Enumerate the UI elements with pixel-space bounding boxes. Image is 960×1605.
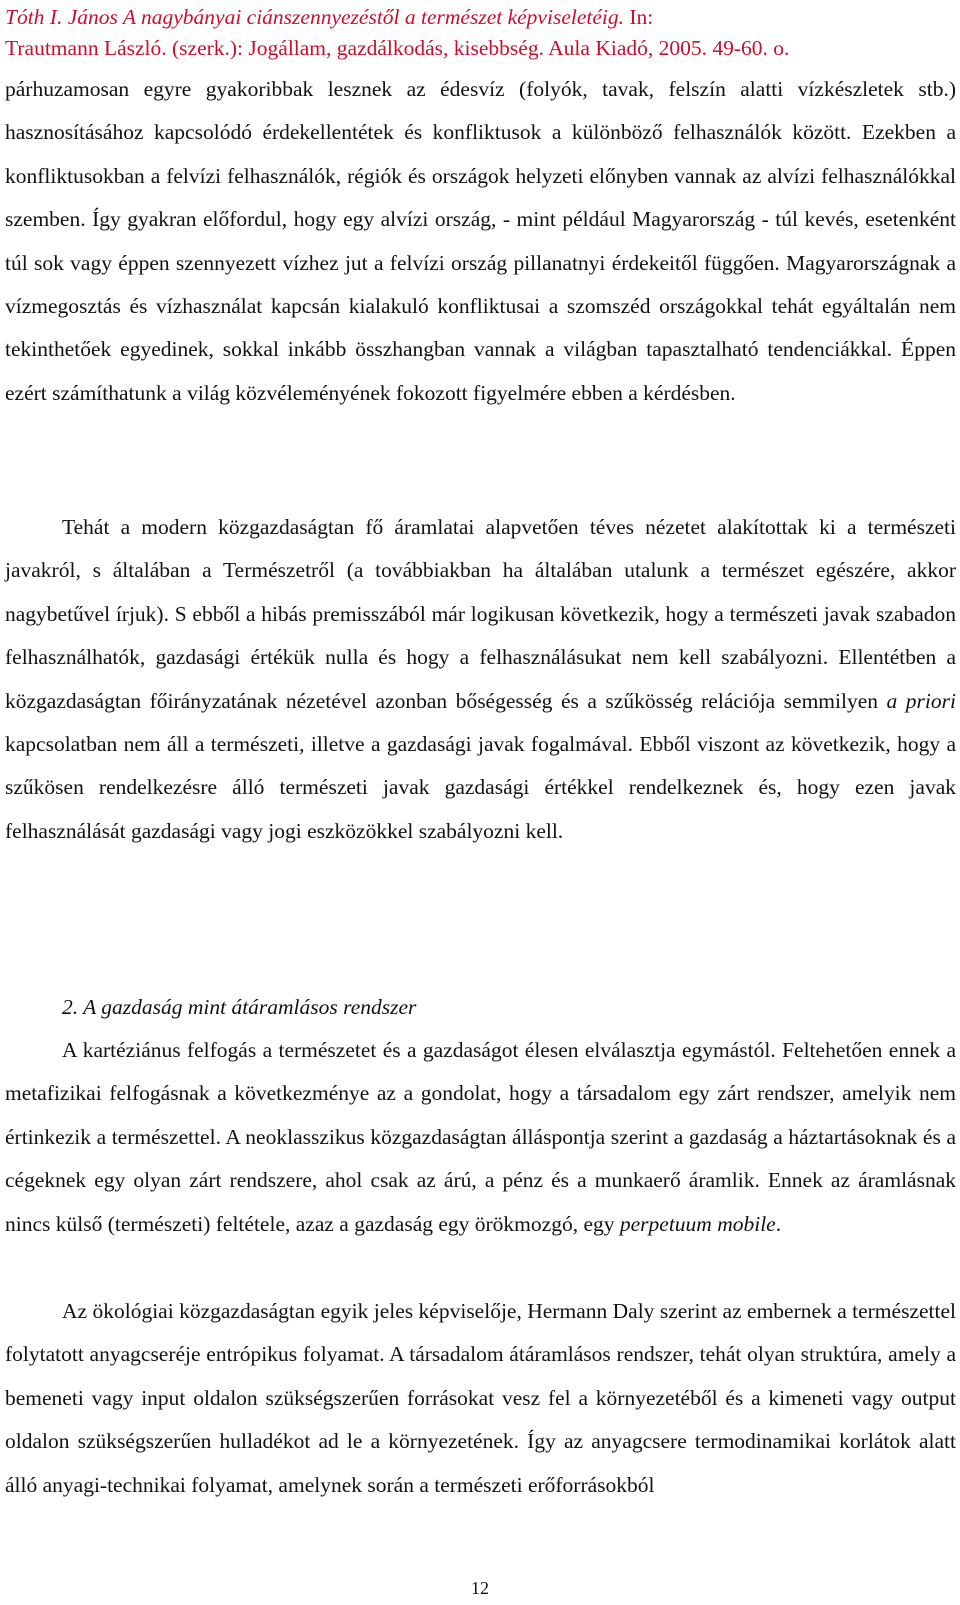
paragraph-3: [5, 1029, 956, 1246]
citation-author-title: Tóth I. János A nagybányai ciánszennyezéstől a természet képviseletéig.: [5, 5, 624, 29]
section-heading: 2. A gazdaság mint átáramlásos rendszer: [62, 995, 417, 1019]
citation-header: [5, 2, 955, 64]
page-number: 12: [471, 1578, 489, 1598]
citation-line-2: Trautmann László. (szerk.): Jogállam, gazdálkodás, kisebbség. Aula Kiadó, 2005. 49-60. o.: [5, 36, 790, 60]
italic-phrase: perpetuum mobile: [619, 1211, 776, 1236]
citation-in: In:: [624, 5, 654, 29]
paragraph-segment: Tehát a modern közgazdaságtan fő áramlatai alapvetően téves nézetet alakítottak ki a természeti javakról, s általában a Természetről (a továbbiakban ha általában utalunk a természet egészére, akkor nagybetűvel írjuk). S ebből a hibás premisszából már logikusan következik, hogy a természeti javak szabadon felhasználhatók, gazdasági értékük nulla és hogy a felhasználásukat nem kell szabályozni. Ellentétben a közgazdaságtan főirányzatának nézetével azonban bőségesség és a szűkösség relációja semmilyen: [5, 515, 956, 713]
paragraph-text: [5, 1029, 956, 1246]
paragraph-text: [5, 506, 956, 853]
paragraph-4: [5, 1290, 956, 1507]
paragraph-segment: .: [775, 1211, 782, 1236]
paragraph-text: Az ökológiai közgazdaságtan egyik jeles képviselője, Hermann Daly szerint az embernek a természettel folytatott anyagcseréje entrópikus folyamat. A társadalom átáramlásos rendszer, tehát olyan struktúra, amely a bemeneti vagy input oldalon szükségszerűen forrásokat vesz fel a környezetéből és a kimeneti vagy output oldalon szükségszerűen hulladékot ad le a környezetének. Így az anyagcsere termodinamikai korlátok alatt álló anyagi-technikai folyamat, amelynek során a természeti erőforrásokból: [5, 1299, 956, 1497]
paragraph-text: párhuzamosan egyre gyakoribbak lesznek az édesvíz (folyók, tavak, felszín alatti vízkészletek stb.) hasznosításához kapcsolódó érdekellentétek és konfliktusok a különböző felhasználók között. Ezekben a konfliktusokban a felvízi felhasználók, régiók és országok helyzeti előnyben vannak az alvízi felhasználókkal szemben. Így gyakran előfordul, hogy egy alvízi ország, - mint például Magyarország - túl kevés, esetenként túl sok vagy éppen szennyezett vízhez jut a felvízi ország pillanatnyi érdekeitől függően. Magyarországnak a vízmegosztás és vízhasználat kapcsán kialakuló konfliktusai a szomszéd országokkal tehát egyáltalán nem tekinthetőek egyedinek, sokkal inkább összhangban vannak a világban tapasztalható tendenciákkal. Éppen ezért számíthatunk a világ közvéleményének fokozott figyelmére ebben a kérdésben.: [5, 77, 956, 405]
italic-phrase: a priori: [886, 688, 956, 713]
paragraph-segment: kapcsolatban nem áll a természeti, illetve a gazdasági javak fogalmával. Ebből viszont az következik, hogy a szűkösen rendelkezésre álló természeti javak gazdasági értékkel rendelkeznek és, hogy ezen javak felhasználását gazdasági vagy jogi eszközökkel szabályozni kell.: [5, 732, 956, 843]
paragraph-2: [5, 506, 956, 853]
paragraph-segment: A kartéziánus felfogás a természetet és a gazdaságot élesen elválasztja egymástól. Feltehetően ennek a metafizikai felfogásnak a következménye az a gondolat, hogy a társadalom egy zárt rendszer, amelyik nem értinkezik a természettel. A neoklasszikus közgazdaságtan álláspontja szerint a gazdaság a háztartásoknak és a cégeknek egy olyan zárt rendszere, ahol csak az árú, a pénz és a munkaerő áramlik. Ennek az áramlásnak nincs külső (természeti) feltétele, azaz a gazdaság egy örökmozgó, egy: [5, 1038, 956, 1236]
paragraph-1: [5, 68, 956, 415]
citation-line-1: [5, 2, 955, 33]
